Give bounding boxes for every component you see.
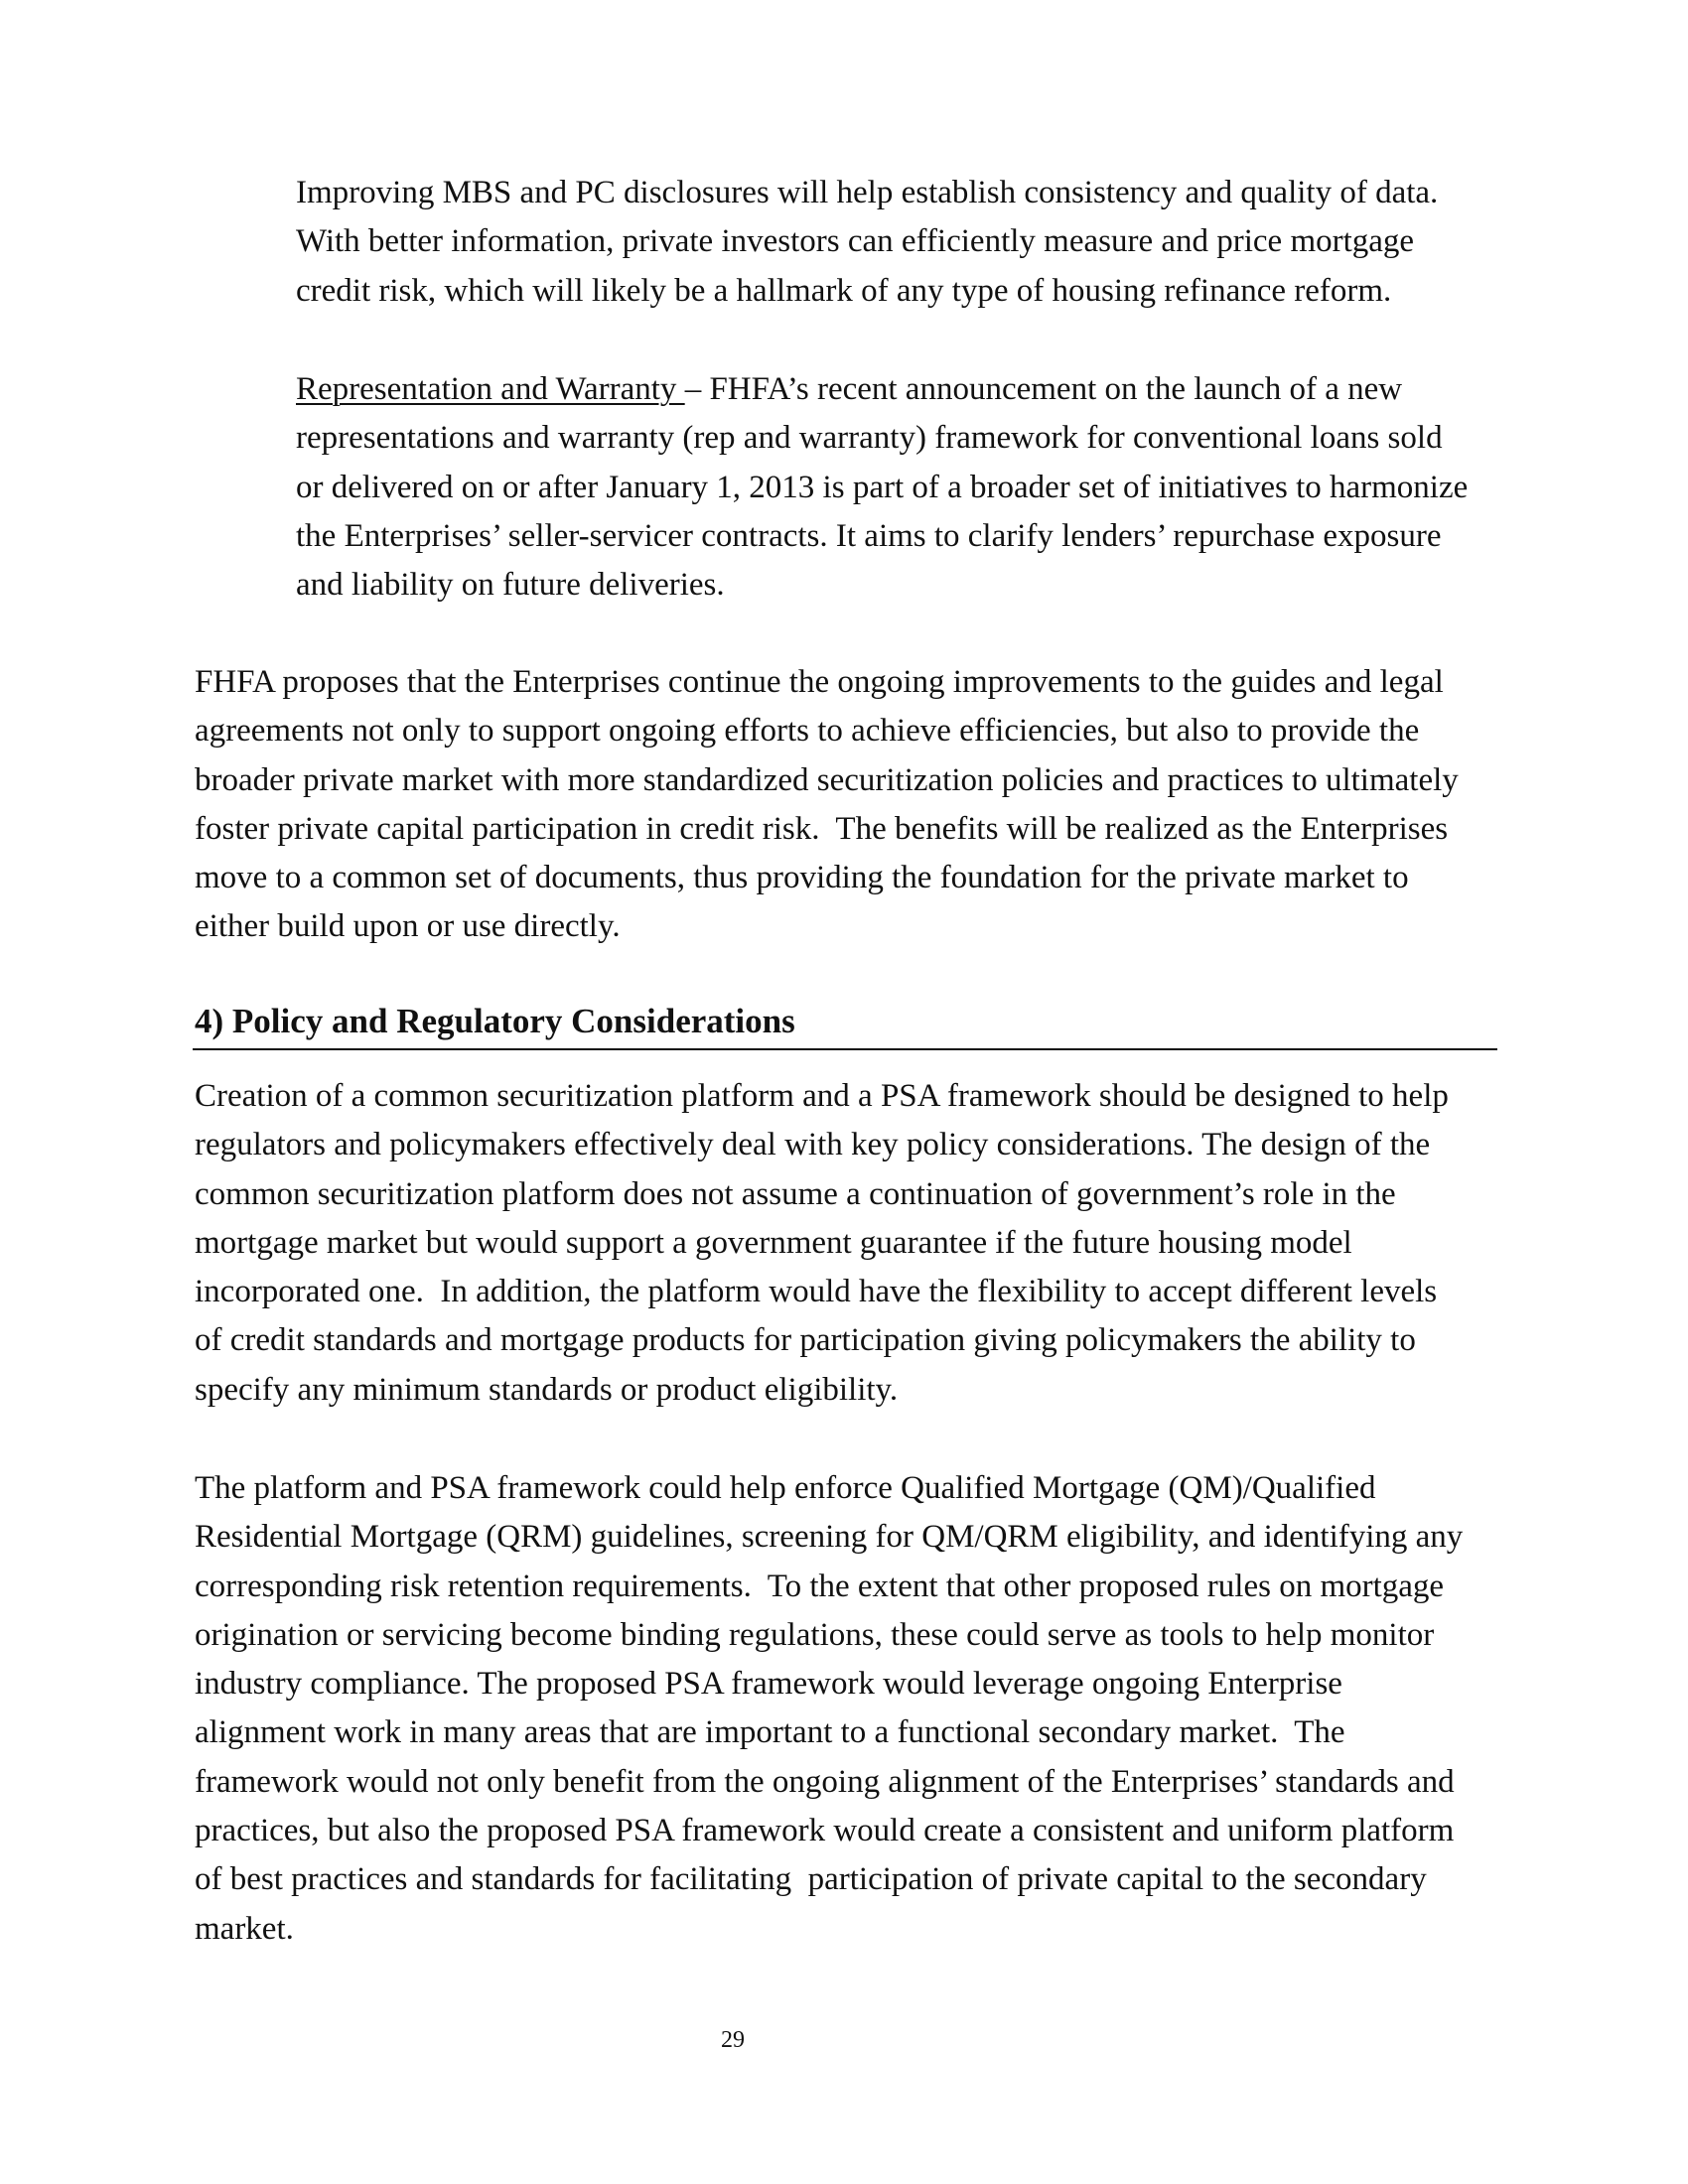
page-number: 29 bbox=[721, 2027, 745, 2053]
text-line: The platform and PSA framework could help enforce Qualified Mortgage (QM)/Qualified bbox=[195, 1470, 1376, 1506]
text-line: With better information, private investors can efficiently measure and price mortgage bbox=[296, 223, 1415, 260]
text-line: and liability on future deliveries. bbox=[296, 567, 725, 604]
text-line: Improving MBS and PC disclosures will help establish consistency and quality of data. bbox=[296, 175, 1439, 210]
text-line: mortgage market but would support a government guarantee if the future housing model bbox=[195, 1224, 1352, 1261]
text-line: of credit standards and mortgage products for participation giving policymakers the ability to bbox=[195, 1322, 1416, 1359]
text-line: industry compliance. The proposed PSA framework would leverage ongoing Enterprise bbox=[195, 1666, 1342, 1703]
text-line: representations and warranty (rep and warranty) framework for conventional loans sold bbox=[296, 420, 1443, 457]
paragraph-creation-platform bbox=[195, 1072, 1449, 1415]
text-line: move to a common set of documents, thus providing the foundation for the private market to bbox=[195, 860, 1409, 896]
text-line: common securitization platform does not assume a continuation of government’s role in the bbox=[195, 1175, 1396, 1212]
text-line: practices, but also the proposed PSA framework would create a consistent and uniform platform bbox=[195, 1813, 1455, 1849]
text-line-rest: – FHFA’s recent announcement on the launch of a new bbox=[684, 371, 1403, 407]
section-heading: 4) Policy and Regulatory Considerations bbox=[195, 1002, 795, 1040]
text-line: credit risk, which will likely be a hallmark of any type of housing refinance reform. bbox=[296, 272, 1392, 309]
indented-paragraph-disclosures bbox=[296, 169, 1438, 316]
text-line: Creation of a common securitization platform and a PSA framework should be designed to help bbox=[195, 1078, 1449, 1114]
text-line: agreements not only to support ongoing efforts to achieve efficiencies, but also to provide the bbox=[195, 713, 1420, 750]
text-line: origination or servicing become binding regulations, these could serve as tools to help monitor bbox=[195, 1616, 1435, 1653]
text-line: either build upon or use directly. bbox=[195, 908, 621, 945]
heading-rule bbox=[193, 1048, 1497, 1050]
text-line: corresponding risk retention requirements. To the extent that other proposed rules on mortgage bbox=[195, 1568, 1445, 1604]
text-line: framework would not only benefit from the ongoing alignment of the Enterprises’ standards and bbox=[195, 1763, 1455, 1800]
text-line: broader private market with more standardized securitization policies and practices to ultimately bbox=[195, 761, 1459, 798]
text-line: incorporated one. In addition, the platform would have the flexibility to accept different levels bbox=[195, 1274, 1438, 1310]
text-line: Residential Mortgage (QRM) guidelines, screening for QM/QRM eligibility, and identifying any bbox=[195, 1519, 1464, 1556]
text-line: foster private capital participation in credit risk. The benefits will be realized as the Enterprises bbox=[195, 810, 1449, 847]
text-line: alignment work in many areas that are important to a functional secondary market. The bbox=[195, 1714, 1345, 1751]
text-line: FHFA proposes that the Enterprises continue the ongoing improvements to the guides and legal bbox=[195, 664, 1444, 700]
text-line: or delivered on or after January 1, 2013 is part of a broader set of initiatives to harmonize bbox=[296, 469, 1469, 505]
paragraph-qm-qrm bbox=[195, 1464, 1463, 1954]
indented-paragraph-rep-warranty bbox=[296, 365, 1468, 610]
text-line: specify any minimum standards or product eligibility. bbox=[195, 1371, 899, 1408]
text-line: the Enterprises’ seller-servicer contracts. It aims to clarify lenders’ repurchase exposure bbox=[296, 517, 1442, 554]
text-line: of best practices and standards for facilitating participation of private capital to the secondary bbox=[195, 1861, 1427, 1898]
paragraph-fhfa-proposes bbox=[195, 658, 1459, 952]
underlined-term: Representation and Warranty bbox=[296, 371, 685, 407]
text-line: market. bbox=[195, 1910, 294, 1947]
text-line bbox=[296, 365, 1468, 414]
text-line: regulators and policymakers effectively deal with key policy considerations. The design of the bbox=[195, 1127, 1431, 1163]
